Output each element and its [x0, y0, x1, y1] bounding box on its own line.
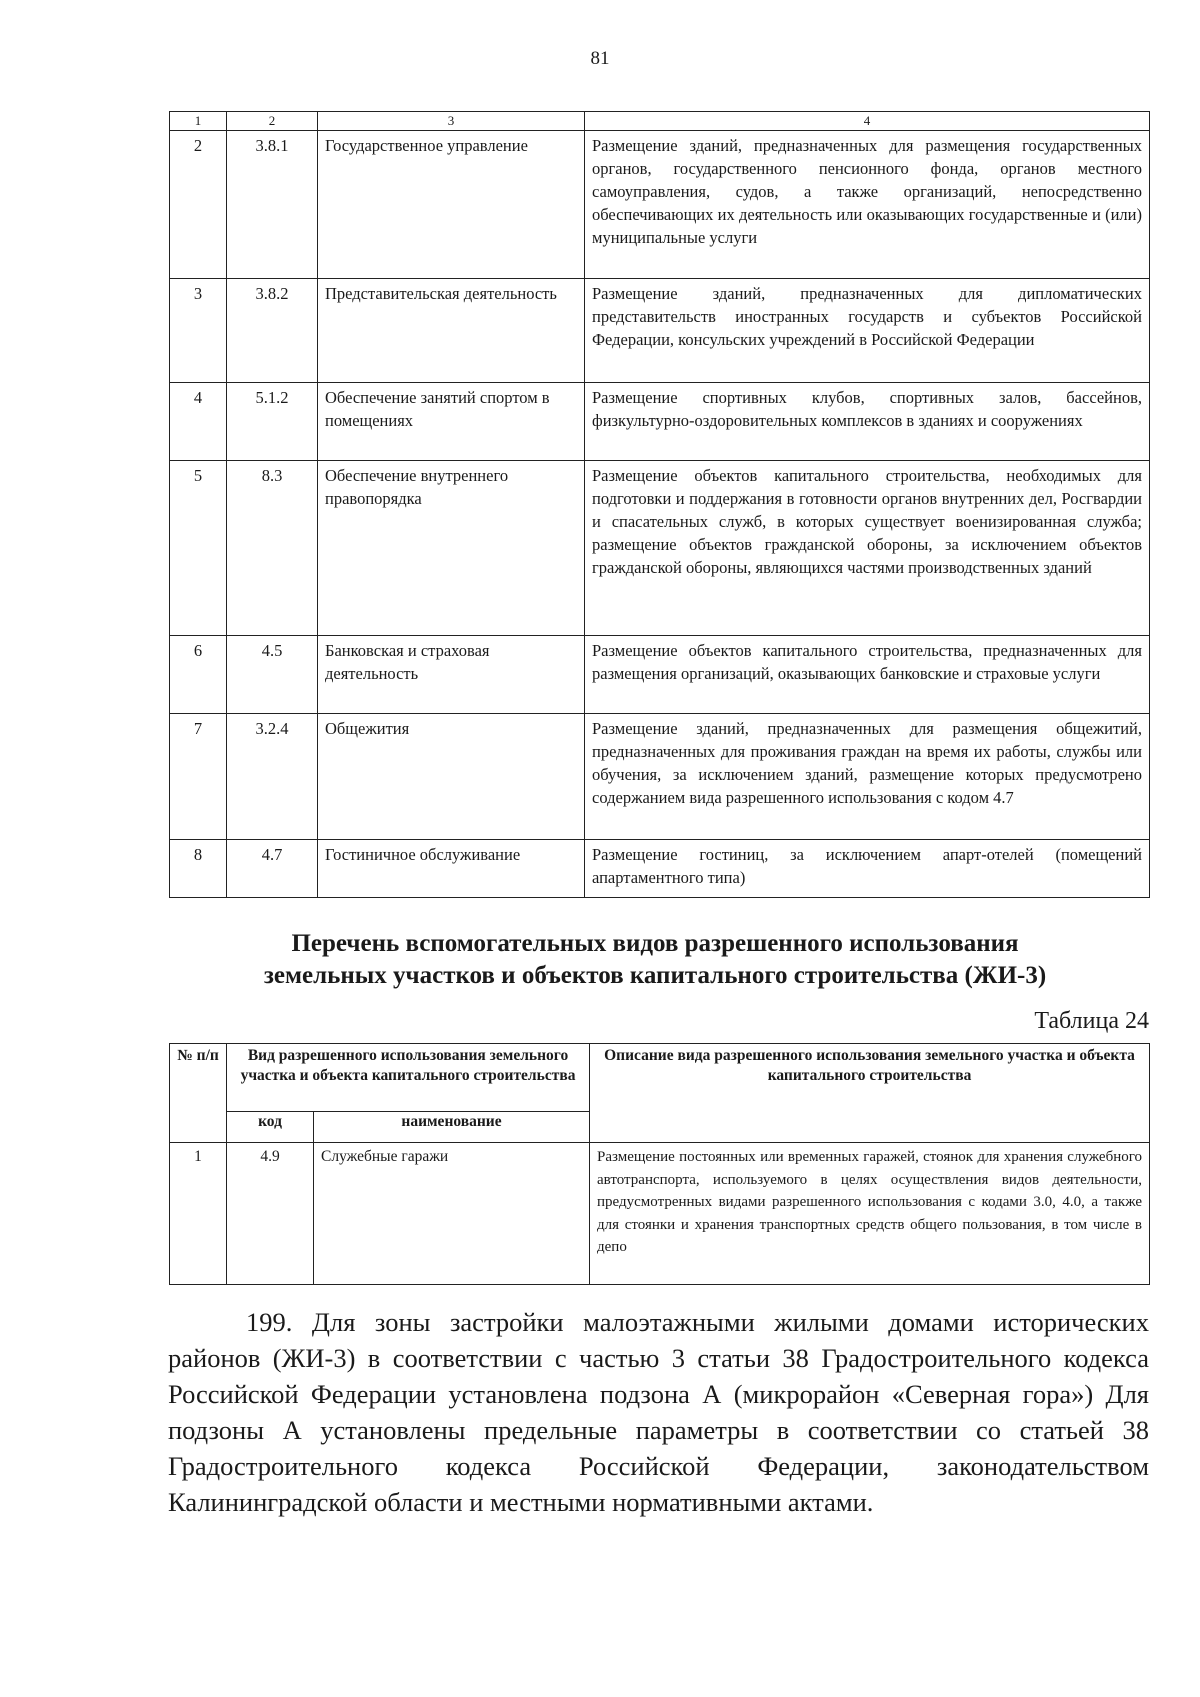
use-description: Размещение объектов капитального строительства, необходимых для подготовки и поддержания в готовности органов внутренних дел, Росгвардии и спасательных служб, в которых существует военизированная служба; размещение объектов гражданской обороны, за исключением объектов гражданской обороны, являющихся частями производственных зданий — [585, 461, 1150, 636]
use-description: Размещение постоянных или временных гаражей, стоянок для хранения служебного автотранспорта, используемого в целях осуществления видов деятельности, предусмотренных видами разрешенного использования с кодами 3.0, 4.0, а также для стоянки и хранения транспортных средств общего пользования, в том числе в депо — [590, 1143, 1150, 1285]
use-code: 8.3 — [227, 461, 318, 636]
table-row — [170, 131, 1150, 279]
table-row — [170, 279, 1150, 383]
number-column-header: № п/п — [170, 1044, 227, 1143]
section-title-line: Перечень вспомогательных видов разрешенного использования — [291, 930, 1019, 957]
table-row — [170, 840, 1150, 898]
row-number: 3 — [170, 279, 227, 383]
use-type-column-header: Вид разрешенного использования земельного участка и объекта капитального строительства — [227, 1044, 590, 1112]
use-name: Обеспечение занятий спортом в помещениях — [318, 383, 585, 461]
use-description: Размещение зданий, предназначенных для размещения общежитий, предназначенных для проживания граждан на время их работы, службы или обучения, за исключением зданий, размещение которых предусмотрено содержанием вида разрешенного использования с кодом 4.7 — [585, 714, 1150, 840]
use-code: 4.7 — [227, 840, 318, 898]
use-name: Обеспечение внутреннего правопорядка — [318, 461, 585, 636]
auxiliary-use-table — [169, 1043, 1150, 1285]
row-number: 8 — [170, 840, 227, 898]
use-name: Банковская и страховая деятельность — [318, 636, 585, 714]
row-number: 4 — [170, 383, 227, 461]
table-row — [170, 383, 1150, 461]
column-number: 1 — [170, 112, 227, 131]
page-number: 81 — [590, 48, 610, 69]
row-number: 2 — [170, 131, 227, 279]
row-number: 6 — [170, 636, 227, 714]
header-row — [170, 1044, 1150, 1112]
use-description: Размещение спортивных клубов, спортивных залов, бассейнов, физкультурно-оздоровительных комплексов в зданиях и сооружениях — [585, 383, 1150, 461]
use-name: Служебные гаражи — [314, 1143, 590, 1285]
row-number: 7 — [170, 714, 227, 840]
use-code: 4.5 — [227, 636, 318, 714]
table-caption: Таблица 24 — [1034, 1008, 1149, 1034]
use-description: Размещение зданий, предназначенных для дипломатических представительств иностранных государств и субъектов Российской Федерации, консульских учреждений в Российской Федерации — [585, 279, 1150, 383]
name-column-header: наименование — [314, 1111, 590, 1143]
table-row — [170, 714, 1150, 840]
code-column-header: код — [227, 1111, 314, 1143]
use-name: Государственное управление — [318, 131, 585, 279]
use-name: Гостиничное обслуживание — [318, 840, 585, 898]
column-number: 4 — [585, 112, 1150, 131]
column-number-row — [170, 112, 1150, 131]
use-code: 3.2.4 — [227, 714, 318, 840]
use-code: 3.8.2 — [227, 279, 318, 383]
use-name: Общежития — [318, 714, 585, 840]
use-description: Размещение объектов капитального строительства, предназначенных для размещения организаций, оказывающих банковские и страховые услуги — [585, 636, 1150, 714]
permitted-use-table-continued — [169, 111, 1150, 898]
description-column-header: Описание вида разрешенного использования земельного участка и объекта капитального строительства — [590, 1044, 1150, 1143]
use-code: 4.9 — [227, 1143, 314, 1285]
table-row — [170, 636, 1150, 714]
use-name: Представительская деятельность — [318, 279, 585, 383]
section-title-line: земельных участков и объектов капитального строительства (ЖИ-3) — [263, 962, 1047, 989]
use-code: 5.1.2 — [227, 383, 318, 461]
row-number: 1 — [170, 1143, 227, 1285]
table-row — [170, 461, 1150, 636]
column-number: 2 — [227, 112, 318, 131]
use-code: 3.8.1 — [227, 131, 318, 279]
column-number: 3 — [318, 112, 585, 131]
section-title — [160, 928, 1150, 992]
table-row — [170, 1143, 1150, 1285]
row-number: 5 — [170, 461, 227, 636]
body-paragraph: 199. Для зоны застройки малоэтажными жилыми домами исторических районов (ЖИ-3) в соответствии с частью 3 статьи 38 Градостроительного кодекса Российской Федерации установлена подзона А (микрорайон «Северная гора») Для подзоны А установлены предельные параметры в соответствии со статьей 38 Градостроительного кодекса Российской Федерации, законодательством Калининградской области и местными нормативными актами. — [168, 1307, 1149, 1517]
use-description: Размещение зданий, предназначенных для размещения государственных органов, государственного пенсионного фонда, органов местного самоуправления, судов, а также организаций, непосредственно обеспечивающих их деятельность или оказывающих государственные и (или) муниципальные услуги — [585, 131, 1150, 279]
use-description: Размещение гостиниц, за исключением апарт-отелей (помещений апартаментного типа) — [585, 840, 1150, 898]
